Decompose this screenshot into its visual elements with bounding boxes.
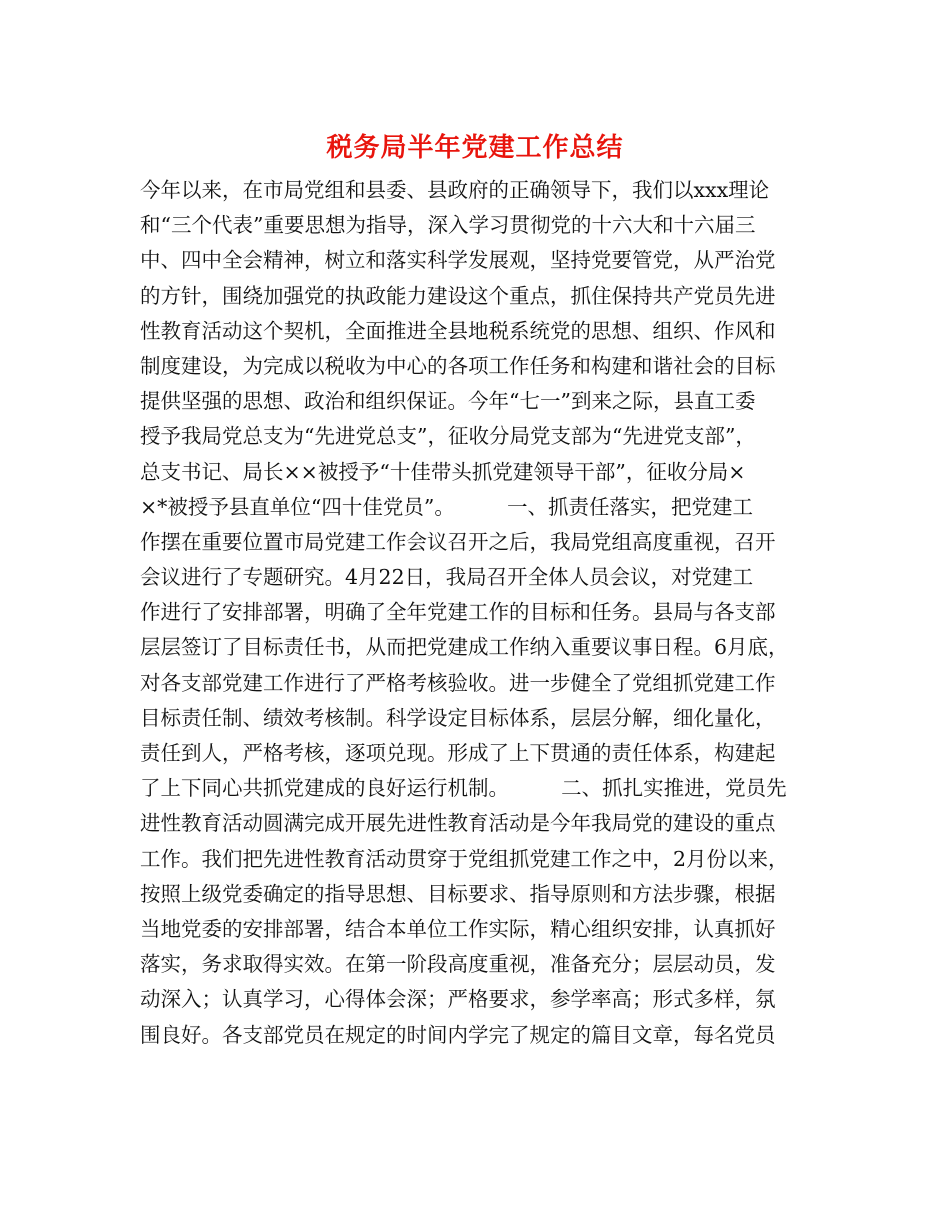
- body-line: 中、四中全会精神，树立和落实科学发展观，坚持党要管党，从严治党: [140, 248, 776, 273]
- body-line: 作摆在重要位置市局党建工作会议召开之后，我局党组高度重视，召开: [140, 529, 776, 554]
- body-line: 的方针，围绕加强党的执政能力建设这个重点，抓住保持共产党员先进: [140, 283, 776, 308]
- body-line: 动深入；认真学习，心得体会深；严格要求，参学率高；形式多样，氛: [140, 987, 776, 1012]
- body-line: 制度建设，为完成以税收为中心的各项工作任务和构建和谐社会的目标: [140, 353, 776, 378]
- body-line: 责任到人，严格考核，逐项兑现。形成了上下贯通的责任体系，构建起: [140, 741, 776, 765]
- body-line: 进性教育活动圆满完成开展先进性教育活动是今年我局党的建设的重点: [140, 811, 776, 836]
- document-title: 税务局半年党建工作总结: [326, 133, 624, 163]
- body-line: 了上下同心共抓党建成的良好运行机制。 二、抓扎实推进，党员先: [140, 776, 787, 801]
- body-line: 授予我局党总支为“先进党总支”，征收分局党支部为“先进党支部”，: [140, 424, 756, 449]
- body-line: 今年以来，在市局党组和县委、县政府的正确领导下，我们以xxx理论: [140, 178, 770, 202]
- body-line: 和“三个代表”重要思想为指导，深入学习贯彻党的十六大和十六届三: [140, 213, 756, 238]
- document-body: [140, 173, 830, 1053]
- body-line: 当地党委的安排部署，结合本单位工作实际，精心组织安排，认真抓好: [140, 916, 776, 941]
- body-line: 总支书记、局长××被授予“十佳带头抓党建领导干部”，征收分局×: [140, 459, 746, 484]
- body-line: 性教育活动这个契机，全面推进全县地税系统党的思想、组织、作风和: [140, 318, 776, 343]
- body-line: 目标责任制、绩效考核制。科学设定目标体系，层层分解，细化量化，: [140, 705, 776, 730]
- body-line: 围良好。各支部党员在规定的时间内学完了规定的篇目文章，每名党员: [140, 1022, 776, 1047]
- body-line: 工作。我们把先进性教育活动贯穿于党组抓党建工作之中，2月份以来，: [140, 846, 789, 871]
- body-line: 对各支部党建工作进行了严格考核验收。进一步健全了党组抓党建工作: [140, 670, 776, 695]
- body-line: 作进行了安排部署，明确了全年党建工作的目标和任务。县局与各支部: [140, 600, 776, 625]
- body-line: 会议进行了专题研究。4月22日，我局召开全体人员会议，对党建工: [140, 565, 754, 590]
- body-line: ×*被授予县直单位“四十佳党员”。 一、抓责任落实，把党建工: [140, 494, 754, 519]
- body-line: 层层签订了目标责任书，从而把党建成工作纳入重要议事日程。6月底，: [140, 635, 789, 660]
- body-line: 按照上级党委确定的指导思想、目标要求、指导原则和方法步骤，根据: [140, 881, 776, 906]
- body-line: 提供坚强的思想、政治和组织保证。今年“七一”到来之际，县直工委: [140, 389, 756, 414]
- body-line: 落实，务求取得实效。在第一阶段高度重视，准备充分；层层动员，发: [140, 952, 776, 977]
